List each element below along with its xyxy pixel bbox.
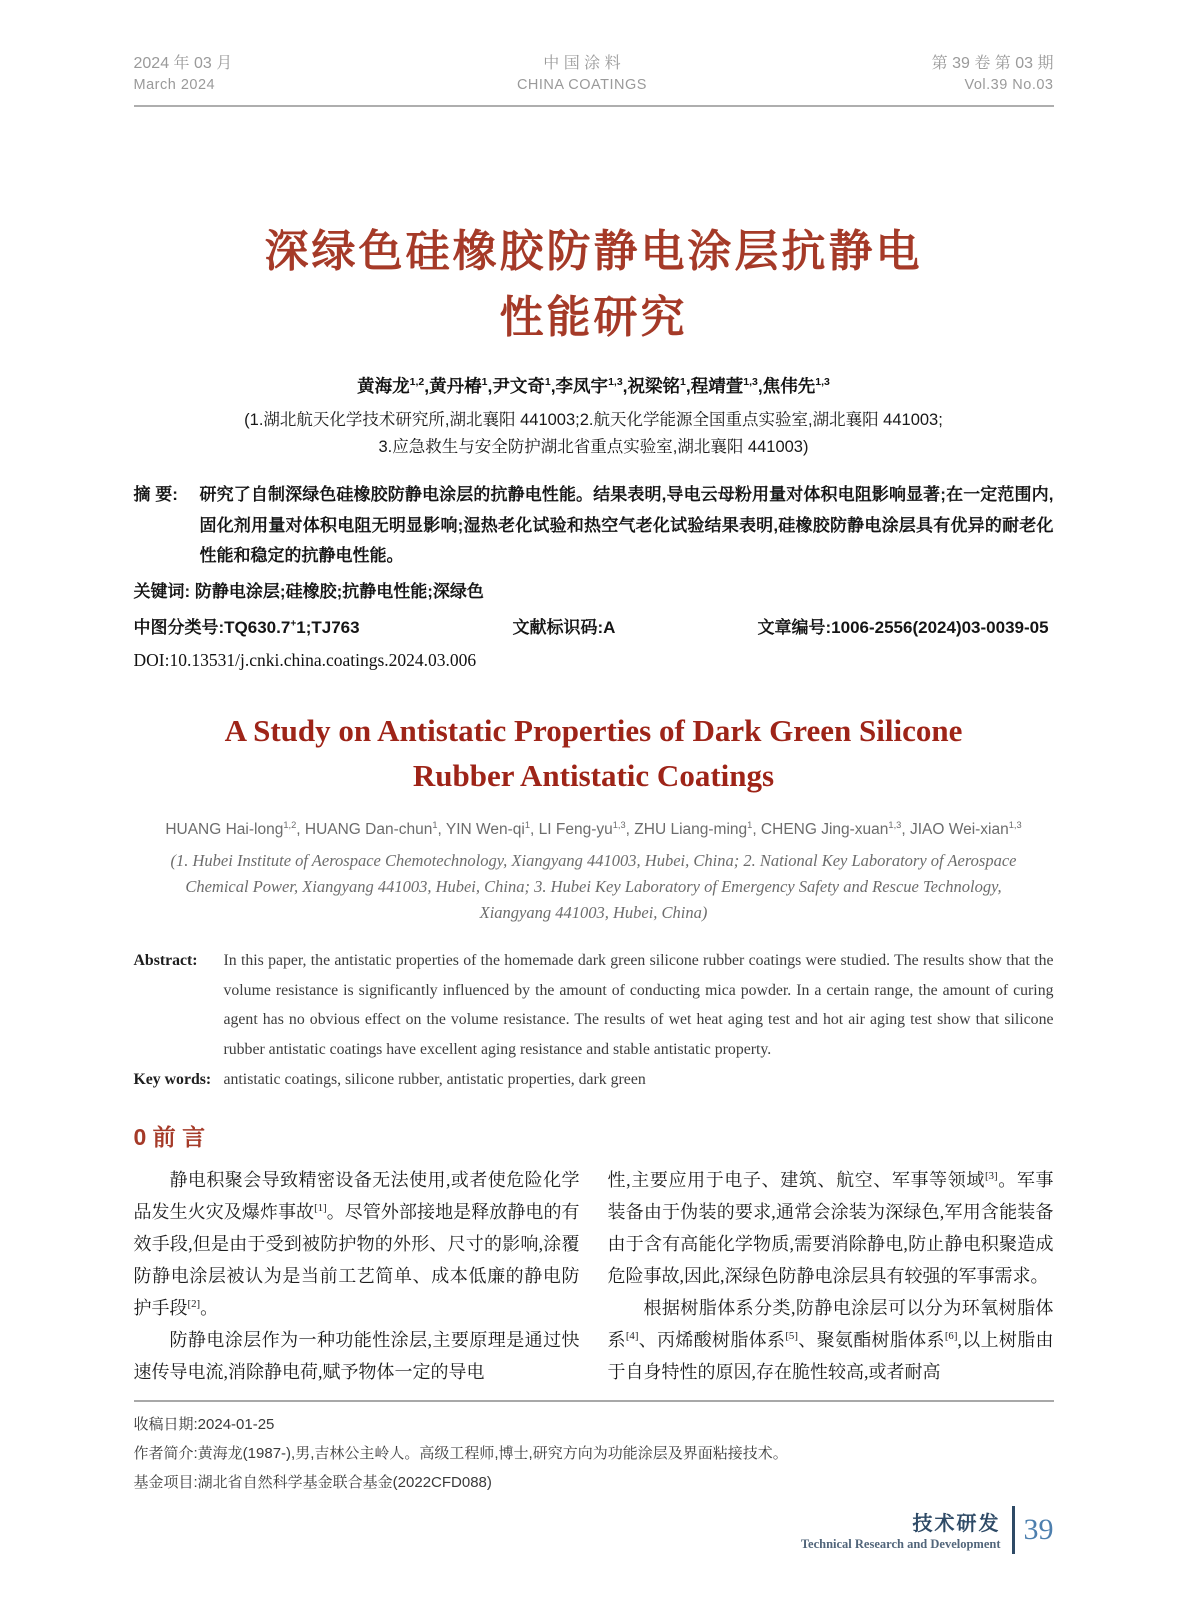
paragraph: 静电积聚会导致精密设备无法使用,或者使危险化学品发生火灾及爆炸事故[1]。尽管外部接地是释放静电的有效手段,但是由于受到被防护物的外形、尺寸的影响,涂覆防静电涂层被认为是当前工艺简单、成本低廉的静电防护手段[2]。 <box>133 1169 580 1318</box>
affiliation-en-line3: Xiangyang 441003, Hubei, China) <box>479 902 708 922</box>
article-title-cn-line2: 性能研究 <box>499 293 688 343</box>
header-journal-en: CHINA COATINGS <box>516 77 647 94</box>
footer-section-cn: 技术研发 <box>912 1513 1001 1536</box>
article-title-en-line1: A Study on Antistatic Properties of Dark Green Silicone <box>224 712 963 748</box>
keywords-en-label: Key words: <box>133 1070 212 1088</box>
affiliations-cn <box>134 407 1054 460</box>
header-divider <box>134 105 1054 107</box>
header-issue-en: Vol.39 No.03 <box>964 77 1054 94</box>
affiliation-cn-line1: (1.湖北航天化学技术研究所,湖北襄阳 441003;2.航天化学能源全国重点实验室,湖北襄阳 441003; <box>244 411 943 430</box>
header-journal-cn: 中 国 涂 料 <box>543 55 621 72</box>
affiliations-en <box>134 848 1054 926</box>
paragraph: 防静电涂层作为一种功能性涂层,主要原理是通过快速传导电流,消除静电荷,赋予物体一定的导电 <box>133 1329 580 1382</box>
article-id: 文章编号:1006-2556(2024)03-0039-05 <box>757 617 1049 637</box>
journal-header <box>134 0 1054 96</box>
footnotes <box>134 1400 1054 1498</box>
paragraph: 性,主要应用于电子、建筑、航空、军事等领域[3]。军事装备由于伪装的要求,通常会涂装为深绿色,军用含能装备由于含有高能化学物质,需要消除静电,防止静电积聚造成危险事故,因此,深绿色防静电涂层具有较强的军事需求。 <box>607 1169 1054 1286</box>
clc-number: 中图分类号:TQ630.7+1;TJ763 <box>133 617 360 637</box>
affiliation-en-line2: Chemical Power, Xiangyang 441003, Hubei, China; 3. Hubei Key Laboratory of Emergency Safety and Rescue Technology, <box>185 876 1002 896</box>
doi: DOI:10.13531/j.cnki.china.coatings.2024.03.006 <box>133 649 477 670</box>
article-title-en-line2: Rubber Antistatic Coatings <box>412 757 775 793</box>
abstract-cn-label: 摘 要: <box>133 484 178 504</box>
header-journal-name <box>517 52 647 96</box>
page-number: 39 <box>1023 1512 1054 1546</box>
header-issue-cn: 第 39 卷 第 03 期 <box>931 55 1054 72</box>
abstract-en-text: In this paper, the antistatic properties of the homemade dark green silicone rubber coatings were studied. The results show that the volume resistance is significantly influenced by the amount of conducting mica powder. In a certain range, the amount of curing agent has no obvious effect on the volume resistance. The results of wet heat aging test and hot air aging test show that silicone rubber antistatic coatings have excellent aging resistance and stable antistatic property. <box>223 951 1054 1058</box>
affiliation-cn-line2: 3.应急救生与安全防护湖北省重点实验室,湖北襄阳 441003) <box>378 437 809 456</box>
affiliation-en-line1: (1. Hubei Institute of Aerospace Chemotechnology, Xiangyang 441003, Hubei, China; 2. National Key Laboratory of Aerospace <box>170 850 1017 870</box>
authors-cn: 黄海龙$^{1,2}$,黄丹椿$^1$,尹文奇$^1$,李凤宇$^{1,3}$,祝梁铭$^1$,程靖萱$^{1,3}$,焦伟先$^{1,3}$ <box>357 376 830 397</box>
keywords-en-text: antistatic coatings, silicone rubber, antistatic properties, dark green <box>223 1070 646 1088</box>
keywords-cn-text: 防静电涂层;硅橡胶;抗静电性能;深绿色 <box>194 581 484 601</box>
classification-row <box>134 613 1054 638</box>
header-date-cn: 2024 年 03 月 <box>133 55 233 72</box>
footer-section-en: Technical Research and Development <box>800 1537 1001 1552</box>
header-date <box>134 52 233 96</box>
keywords-en <box>134 1071 1054 1089</box>
author-bio: 作者简介:黄海龙(1987-),男,吉林公主岭人。高级工程师,博士,研究方向为功能涂层及界面粘接技术。 <box>133 1445 788 1463</box>
body-columns <box>134 1164 1054 1388</box>
footer-divider-bar <box>1012 1506 1015 1554</box>
section-0-heading: 0 前 言 <box>133 1123 206 1150</box>
footer-section-labels <box>801 1507 1001 1552</box>
received-date: 收稿日期:2024-01-25 <box>133 1415 275 1433</box>
fund-project: 基金项目:湖北省自然科学基金联合基金(2022CFD088) <box>133 1474 492 1492</box>
page-content <box>134 0 1054 1554</box>
header-issue <box>932 52 1054 96</box>
body-column-left <box>134 1164 580 1388</box>
abstract-cn-text: 研究了自制深绿色硅橡胶防静电涂层的抗静电性能。结果表明,导电云母粉用量对体积电阻影响显著;在一定范围内,固化剂用量对体积电阻无明显影响;湿热老化试验和热空气老化试验结果表明,硅橡胶防静电涂层具有优异的耐老化性能和稳定的抗静电性能。 <box>199 484 1054 566</box>
authors-en: HUANG Hai-long$^{1,2}$, HUANG Dan-chun$^1$, YIN Wen-$qi^1$, LI Feng-yu$^{1,3}$, ZHU Liang-ming$^1$, CHENG Jing-xuan$^{1,3}$, JIAO Wei-xian$^{1,3}$ <box>165 819 1022 838</box>
keywords-cn <box>134 577 1054 602</box>
article-title-cn-line1: 深绿色硅橡胶防静电涂层抗静电 <box>264 227 923 277</box>
abstract-cn <box>134 480 1054 572</box>
document-code: 文献标识码:A <box>512 617 616 637</box>
article-title-cn <box>134 219 1054 351</box>
abstract-en <box>134 946 1054 1065</box>
header-date-en: March 2024 <box>133 77 216 94</box>
paragraph: 根据树脂体系分类,防静电涂层可以分为环氧树脂体系[4]、丙烯酸树脂体系[5]、聚氨酯树脂体系[6],以上树脂由于自身特性的原因,存在脆性较高,或者耐高 <box>607 1297 1054 1382</box>
abstract-en-label: Abstract: <box>133 951 198 969</box>
body-column-right <box>608 1164 1054 1388</box>
keywords-cn-label: 关键词: <box>133 581 191 601</box>
page-footer <box>134 1506 1054 1554</box>
article-title-en <box>134 709 1054 799</box>
